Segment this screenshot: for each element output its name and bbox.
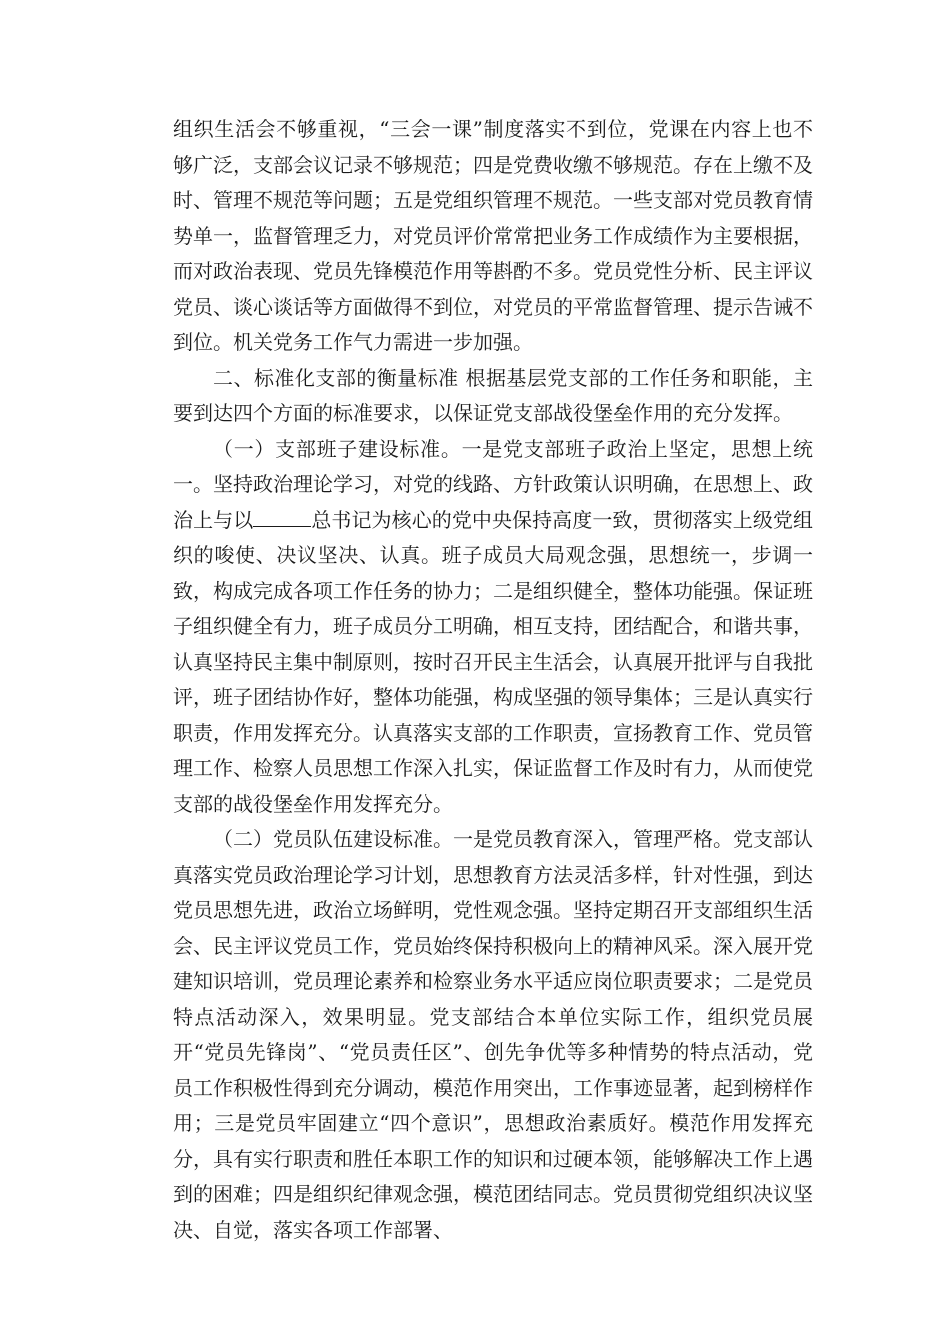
paragraph-continuation: 组织生活会不够重视，“三会一课”制度落实不到位，党课在内容上也不够广泛，支部会议记录不够规范；四是党费收缴不够规范。存在上缴不及时、管理不规范等问题；五是党组织管理不规范。一些支部对党员教育情势单一，监督管理乏力，对党员评价常常把业务工作成绩作为主要根据，而对政治表现、党员先锋模范作用等斟酌不多。党员党性分析、民主评议党员、谈心谈话等方面做得不到位，对党员的平常监督管理、提示告诫不到位。机关党务工作气力需进一步加强。 bbox=[173, 117, 813, 354]
document-body bbox=[173, 112, 813, 1248]
paragraph-text-before-blank: （一）支部班子建设标准。一是党支部班子政治上坚定，思想上统一。坚持政治理论学习，对党的线路、方针政策认识明确，在思想上、政治上与以 bbox=[173, 436, 813, 532]
paragraph-member-team-standard: （二）党员队伍建设标准。一是党员教育深入，管理严格。党支部认真落实党员政治理论学习计划，思想教育方法灵活多样，针对性强，到达党员思想先进，政治立场鲜明，党性观念强。坚持定期召开支部组织生活会、民主评议党员工作，党员始终保持积极向上的精神风采。深入展开党建知识培训，党员理论素养和检察业务水平适应岗位职责要求；二是党员特点活动深入，效果明显。党支部结合本单位实际工作，组织党员展开“党员先锋岗”、“党员责任区”、创先争优等多种情势的特点活动，党员工作积极性得到充分调动，模范作用突出，工作事迹显著，起到榜样作用；三是党员牢固建立“四个意识”，思想政治素质好。模范作用发挥充分，具有实行职责和胜任本职工作的知识和过硬本领，能够解决工作上遇到的困难；四是组织纪律观念强，模范团结同志。党员贯彻党组织决议坚决、自觉，落实各项工作部署、 bbox=[173, 827, 813, 1242]
paragraph-section-two: 二、标准化支部的衡量标准 根据基层党支部的工作任务和职能，主要到达四个方面的标准要求，以保证党支部战役堡垒作用的充分发挥。 bbox=[173, 365, 813, 425]
blank-underline bbox=[253, 508, 311, 527]
paragraph-branch-team-standard bbox=[173, 432, 813, 823]
paragraph-text-after-blank: 总书记为核心的党中央保持高度一致，贯彻落实上级党组织的唆使、决议坚决、认真。班子成员大局观念强，思想统一，步调一致，构成完成各项工作任务的协力；二是组织健全，整体功能强。保证班子组织健全有力，班子成员分工明确，相互支持，团结配合，和谐共事，认真坚持民主集中制原则，按时召开民主生活会，认真展开批评与自我批评，班子团结协作好，整体功能强，构成坚强的领导集体；三是认真实行职责，作用发挥充分。认真落实支部的工作职责，宣扬教育工作、党员管理工作、检察人员思想工作深入扎实，保证监督工作及时有力，从而使党支部的战役堡垒作用发挥充分。 bbox=[173, 507, 814, 816]
